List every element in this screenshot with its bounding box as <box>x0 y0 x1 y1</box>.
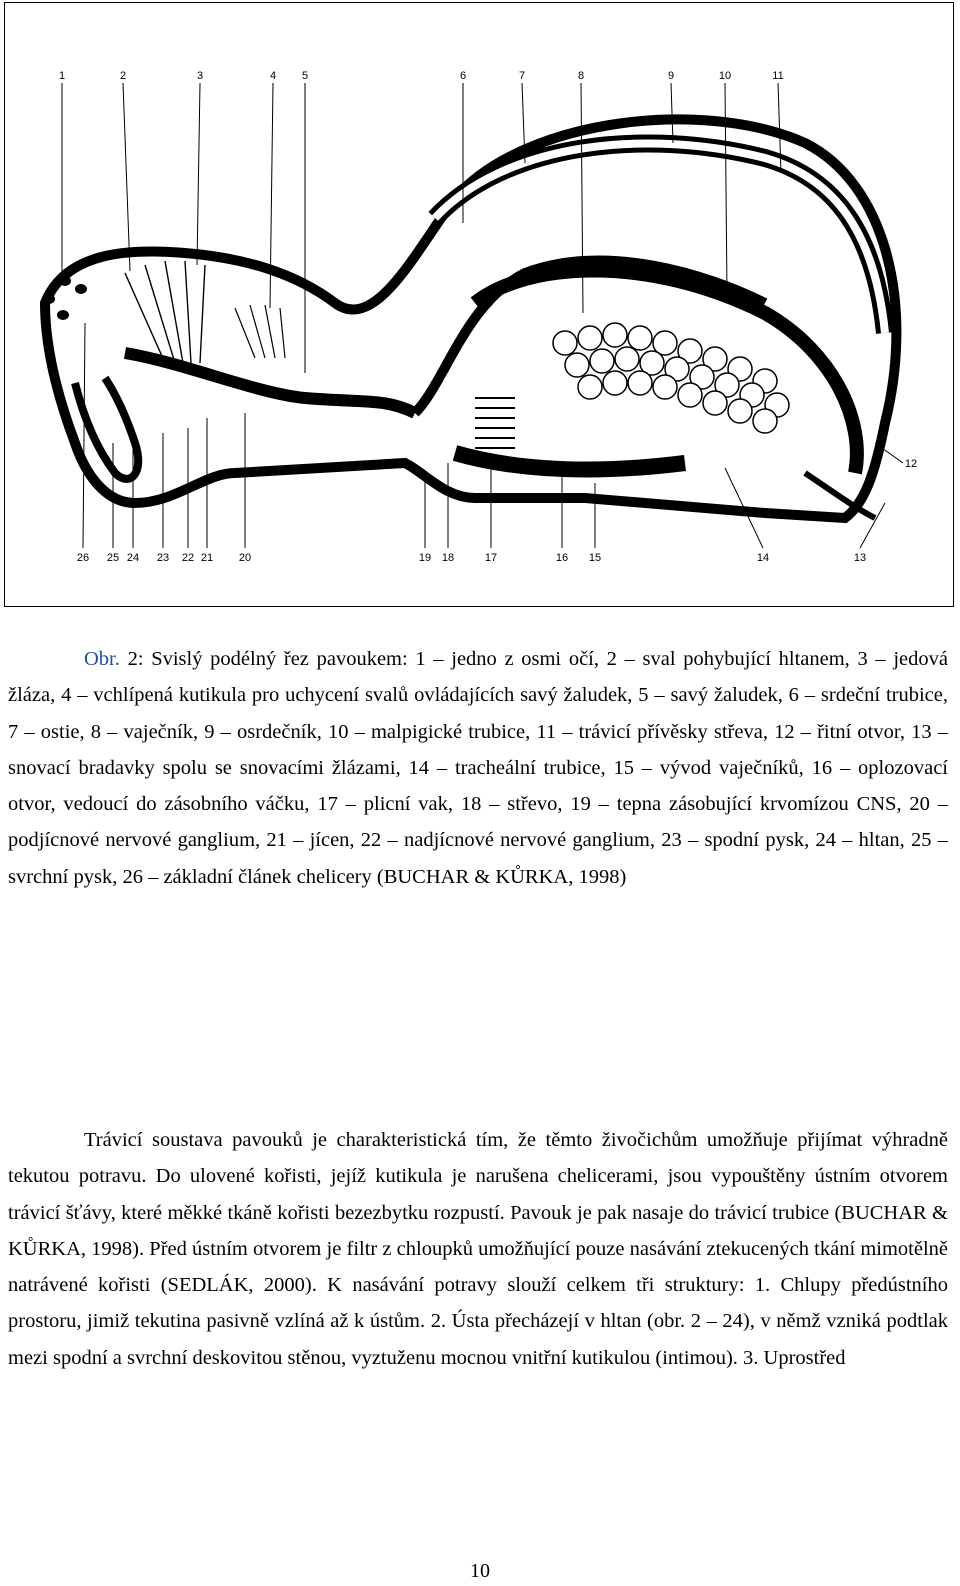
figure-label: 5 <box>301 70 309 82</box>
figure-label: 14 <box>756 552 770 564</box>
caption-text: 2: Svislý podélný řez pavoukem: 1 – jedno z osmi očí, 2 – sval pohybující hltanem, 3 – jedová žláza, 4 – vchlípená kutikula pro uchycení svalů ovládajících savý žaludek, 5 – savý žaludek, 6 – srdeční trubice, 7 – ostie, 8 – vaječník, 9 – osrdečník, 10 – malpigické trubice, 11 – trávicí přívěsky střeva, 12 – řitní otvor, 13 – snovací bradavky spolu se snovacími žlázami, 14 – tracheální trubice, 15 – vývod vaječníků, 16 – oplozovací otvor, vedoucí do zásobního váčku, 17 – plicní vak, 18 – střevo, 19 – tepna zásobující krvomízou CNS, 20 – podjícnové nervové ganglium, 21 – jícen, 22 – nadjícnové nervové ganglium, 23 – spodní pysk, 24 – hltan, 25 – svrchní pysk, 26 – základní článek chelicery (BUCHAR & KŮRKA, 1998) <box>8 648 948 888</box>
figure-label: 23 <box>156 552 170 564</box>
figure-label: 10 <box>718 70 732 82</box>
figure-label: 8 <box>577 70 585 82</box>
figure-label: 1 <box>58 70 66 82</box>
figure-label: 4 <box>269 70 277 82</box>
figure-label: 3 <box>196 70 204 82</box>
figure-label: 6 <box>459 70 467 82</box>
figure-label: 11 <box>772 70 784 82</box>
figure-label: 17 <box>484 552 498 564</box>
figure-caption <box>8 641 948 895</box>
figure-label: 20 <box>238 552 252 564</box>
figure-label: 21 <box>200 552 214 564</box>
figure-label: 24 <box>126 552 140 564</box>
body-paragraph: Trávicí soustava pavouků je charakteristická tím, že těmto živočichům umožňuje přijímat výhradně tekutou potravu. Do ulovené kořisti, jejíž kutikula je narušena chelicerami, jsou vypouštěny ústním otvorem trávicí šťávy, které měkké tkáně kořisti bezezbytku rozpustí. Pavouk je pak nasaje do trávicí trubice (BUCHAR & KŮRKA, 1998). Před ústním otvorem je filtr z chloupků umožňující pouze nasávání ztekucených tkání mimotělně natrávené kořisti (SEDLÁK, 2000). K nasávání potravy slouží celkem tři struktury: 1. Chlupy předústního prostoru, jimiž tekutina pasivně vzlíná až k ústům. 2. Ústa přecházejí v hltan (obr. 2 – 24), v němž vzniká podtlak mezi spodní a svrchní deskovitou stěnou, vyztuženu mocnou vnitřní kutikulou (intimou). 3. Uprostřed <box>8 1129 948 1369</box>
figure-label: 7 <box>518 70 526 82</box>
figure-label: 12 <box>904 458 918 470</box>
figure-label: 2 <box>119 70 127 82</box>
spider-anatomy-figure <box>4 2 954 607</box>
body-text <box>8 1122 948 1376</box>
figure-label: 13 <box>853 552 867 564</box>
caption-lead: Obr. <box>84 648 120 670</box>
figure-label: 19 <box>418 552 432 564</box>
figure-label: 9 <box>667 70 675 82</box>
figure-label: 16 <box>555 552 569 564</box>
figure-label: 18 <box>441 552 455 564</box>
figure-label: 26 <box>76 552 90 564</box>
figure-label: 22 <box>181 552 195 564</box>
spider-section-drawing <box>5 3 952 605</box>
figure-label: 15 <box>588 552 602 564</box>
figure-label: 25 <box>106 552 120 564</box>
page-number: 10 <box>470 1560 490 1582</box>
